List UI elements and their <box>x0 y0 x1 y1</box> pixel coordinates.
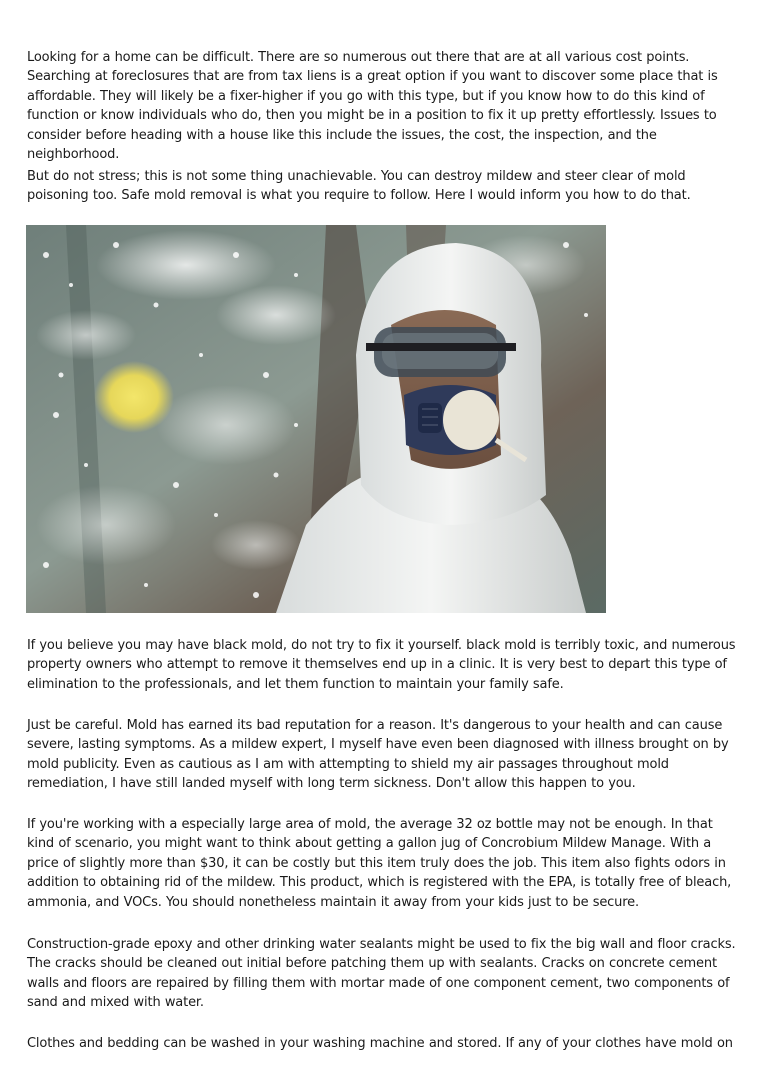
paragraph-4: Just be careful. Mold has earned its bad reputation for a reason. It's dangerous to your health and can cause severe, lasting symptoms. As a mildew expert, I myself have even been diagnosed with illness brought on by mold publicity. Even as cautious as I am with attempting to shield my air passages throughout mold remediation, I have still landed myself with long term sickness. Don't allow this happen to you. <box>27 718 729 792</box>
paragraph-7: Clothes and bedding can be washed in your washing machine and stored. If any of your clothes have mold on <box>27 1036 733 1051</box>
paragraph-1: Looking for a home can be difficult. There are so numerous out there that are at all various cost points. Searching at foreclosures that are from tax liens is a great option if you want to discover some place that is affordable. They will likely be a fixer-higher if you go with this type, but if you know how to do this kind of function or know individuals who do, then you might be in a position to fix it up pretty effortlessly. Issues to consider before heading with a house like this include the issues, the cost, the inspection, and the neighborhood. <box>27 50 718 163</box>
mold-remediation-photo <box>26 225 606 613</box>
paragraph-2: But do not stress; this is not some thing unachievable. You can destroy mildew and steer clear of mold poisoning too. Safe mold removal is what you require to follow. Here I would inform you how to do that. <box>27 169 691 204</box>
paragraph-5: If you're working with a especially large area of mold, the average 32 oz bottle may not be enough. In that kind of scenario, you might want to think about getting a gallon jug of Concrobium Mildew Manage. With a price of slightly more than $30, it can be costly but this item truly does the job. This item also fights odors in addition to obtaining rid of the mildew. This product, which is registered with the EPA, is totally free of bleach, ammonia, and VOCs. You should nonetheless maintain it away from your kids just to be secure. <box>27 817 732 910</box>
paragraph-3: If you believe you may have black mold, do not try to fix it yourself. black mold is terribly toxic, and numerous property owners who attempt to remove it themselves end up in a clinic. It is very best to depart this type of elimination to the professionals, and let them function to maintain your family safe. <box>27 638 736 692</box>
paragraph-6: Construction-grade epoxy and other drinking water sealants might be used to fix the big wall and floor cracks. The cracks should be cleaned out initial before patching them up with sealants. Cracks on concrete cement walls and floors are repaired by filling them with mortar made of one component cement, two components of sand and mixed with water. <box>27 937 736 1011</box>
